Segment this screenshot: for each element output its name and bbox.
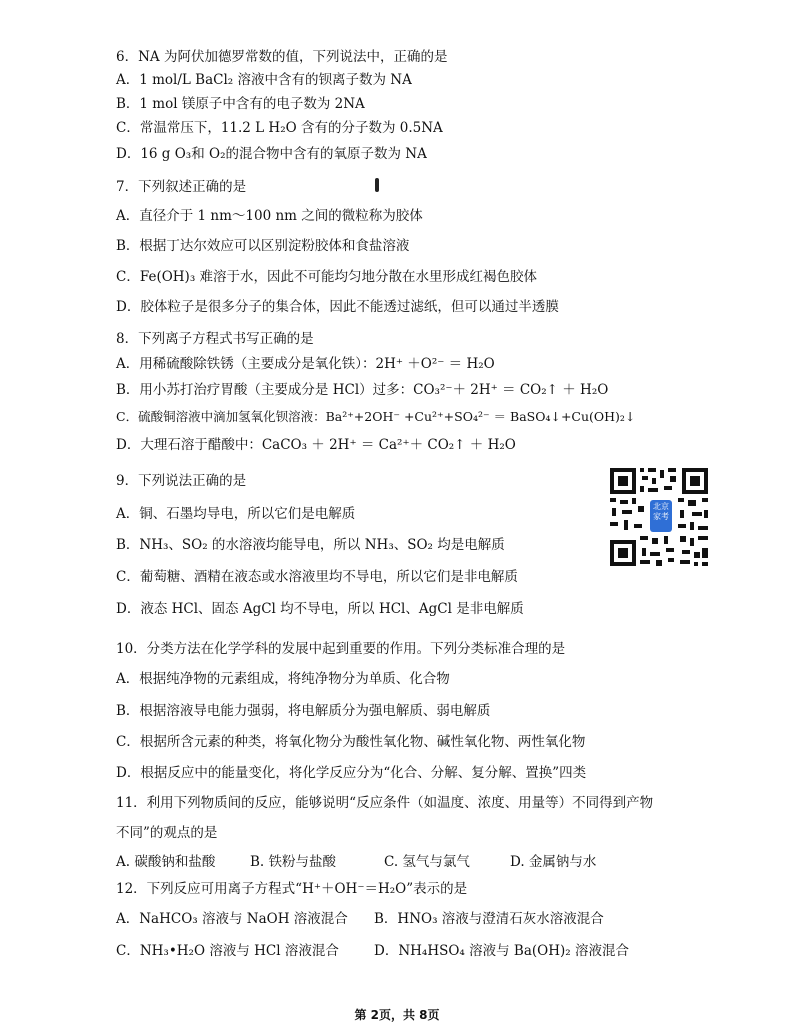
qr-code [608,466,710,568]
question-7-option-b: B．根据丁达尔效应可以区别淀粉胶体和食盐溶液 [116,238,410,254]
question-8-option-d: D．大理石溶于醋酸中：CaCO₃ ＋ 2H⁺ ＝ Ca²⁺＋ CO₂↑ ＋ H₂O [116,437,516,453]
question-7-option-a: A．直径介于 1 nm～100 nm 之间的微粒称为胶体 [116,208,423,224]
question-12-option-b: B．HNO₃ 溶液与澄清石灰水溶液混合 [374,911,604,927]
question-6-option-b: B．1 mol 镁原子中含有的电子数为 2NA [116,96,365,112]
question-11-stem-line1: 11．利用下列物质间的反应，能够说明“反应条件（如温度、浓度、用量等）不同得到产物 [116,795,654,811]
question-11-option-b: B. 铁粉与盐酸 [250,854,337,870]
question-9-option-b: B．NH₃、SO₂ 的水溶液均能导电，所以 NH₃、SO₂ 均是电解质 [116,537,505,553]
question-10-stem: 10．分类方法在化学学科的发展中起到重要的作用。下列分类标准合理的是 [116,641,566,657]
question-11-option-d: D. 金属钠与水 [510,854,597,870]
pen-mark [375,178,379,192]
question-8-option-c: C．硫酸铜溶液中滴加氢氧化钡溶液：Ba²⁺+2OH⁻ +Cu²⁺+SO₄²⁻ ＝ BaSO₄↓+Cu(OH)₂↓ [116,409,636,424]
question-9-option-d: D．液态 HCl、固态 AgCl 均不导电，所以 HCl、AgCl 是非电解质 [116,601,524,617]
question-12-option-c: C．NH₃•H₂O 溶液与 HCl 溶液混合 [116,943,339,959]
question-12-stem: 12．下列反应可用离子方程式“H⁺＋OH⁻＝H₂O”表示的是 [116,881,468,897]
question-10-option-c: C．根据所含元素的种类，将氧化物分为酸性氧化物、碱性氧化物、两性氧化物 [116,734,586,750]
question-6-stem: 6．NA 为阿伏加德罗常数的值，下列说法中，正确的是 [116,49,448,65]
question-6-option-a: A．1 mol/L BaCl₂ 溶液中含有的钡离子数为 NA [116,72,412,88]
question-7-option-d: D．胶体粒子是很多分子的集合体，因此不能透过滤纸，但可以通过半透膜 [116,299,559,315]
question-11-option-a: A. 碳酸钠和盐酸 [116,854,216,870]
question-8-option-b: B．用小苏打治疗胃酸（主要成分是 HCl）过多：CO₃²⁻＋ 2H⁺ ＝ CO₂↑ ＋ H₂O [116,382,609,398]
question-11-stem-line2: 不同”的观点的是 [116,825,218,841]
question-12-option-a: A．NaHCO₃ 溶液与 NaOH 溶液混合 [116,911,348,927]
question-7-stem: 7．下列叙述正确的是 [116,179,247,195]
question-10-option-b: B．根据溶液导电能力强弱，将电解质分为强电解质、弱电解质 [116,703,491,719]
question-9-option-a: A．铜、石墨均导电，所以它们是电解质 [116,506,356,522]
question-10-option-d: D．根据反应中的能量变化，将化学反应分为“化合、分解、复分解、置换”四类 [116,765,587,781]
question-9-option-c: C．葡萄糖、酒精在液态或水溶液里均不导电，所以它们是非电解质 [116,569,518,585]
question-12-option-d: D．NH₄HSO₄ 溶液与 Ba(OH)₂ 溶液混合 [374,943,629,959]
question-10-option-a: A．根据纯净物的元素组成，将纯净物分为单质、化合物 [116,671,450,687]
qr-badge-logo: 北京 家考 [650,500,672,532]
question-9-stem: 9．下列说法正确的是 [116,473,247,489]
question-8-stem: 8．下列离子方程式书写正确的是 [116,331,314,347]
question-6-option-d: D．16 g O₃和 O₂的混合物中含有的氧原子数为 NA [116,146,427,162]
page-footer: 第 2页，共 8页 [354,1008,440,1022]
question-7-option-c: C．Fe(OH)₃ 难溶于水，因此不可能均匀地分散在水里形成红褐色胶体 [116,269,538,285]
question-8-option-a: A．用稀硫酸除铁锈（主要成分是氧化铁）：2H⁺ ＋O²⁻ ＝ H₂O [116,356,495,372]
question-11-option-c: C. 氢气与氯气 [384,854,470,870]
question-6-option-c: C．常温常压下，11.2 L H₂O 含有的分子数为 0.5NA [116,120,443,136]
